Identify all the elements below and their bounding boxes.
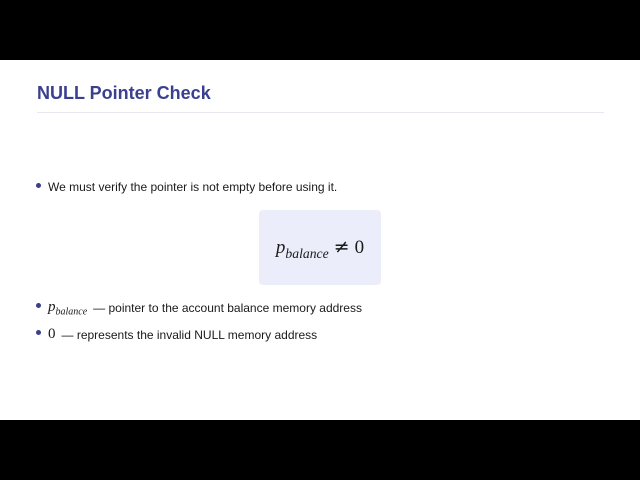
formula-box xyxy=(259,210,381,285)
bullet-dot-icon xyxy=(36,183,41,188)
bullet-math-subscript: balance xyxy=(55,306,88,318)
bullet-math-zero: 0 xyxy=(48,326,56,342)
bullet-math-symbol xyxy=(48,299,87,316)
slide xyxy=(0,60,640,420)
title-divider xyxy=(37,112,604,113)
formula-rhs: 0 xyxy=(354,237,365,258)
formula-lhs-base: p xyxy=(275,237,286,258)
bullet-dot-icon xyxy=(36,330,41,335)
formula xyxy=(276,236,364,259)
formula-lhs-subscript: balance xyxy=(285,245,329,261)
bullet-text: — represents the invalid NULL memory address xyxy=(61,327,318,342)
bullet-item-verify xyxy=(36,180,337,194)
letterbox-bottom xyxy=(0,420,640,480)
bullet-text: We must verify the pointer is not empty before using it. xyxy=(48,180,338,194)
bullet-math-base: p xyxy=(48,299,56,315)
slide-title: NULL Pointer Check xyxy=(37,83,211,103)
formula-operator: ≠ xyxy=(333,236,350,258)
bullet-text: — pointer to the account balance memory address xyxy=(93,300,362,315)
bullet-dot-icon xyxy=(36,303,41,308)
bullet-item-null xyxy=(36,326,317,343)
bullet-item-pointer xyxy=(36,299,362,316)
letterbox-top xyxy=(0,0,640,60)
